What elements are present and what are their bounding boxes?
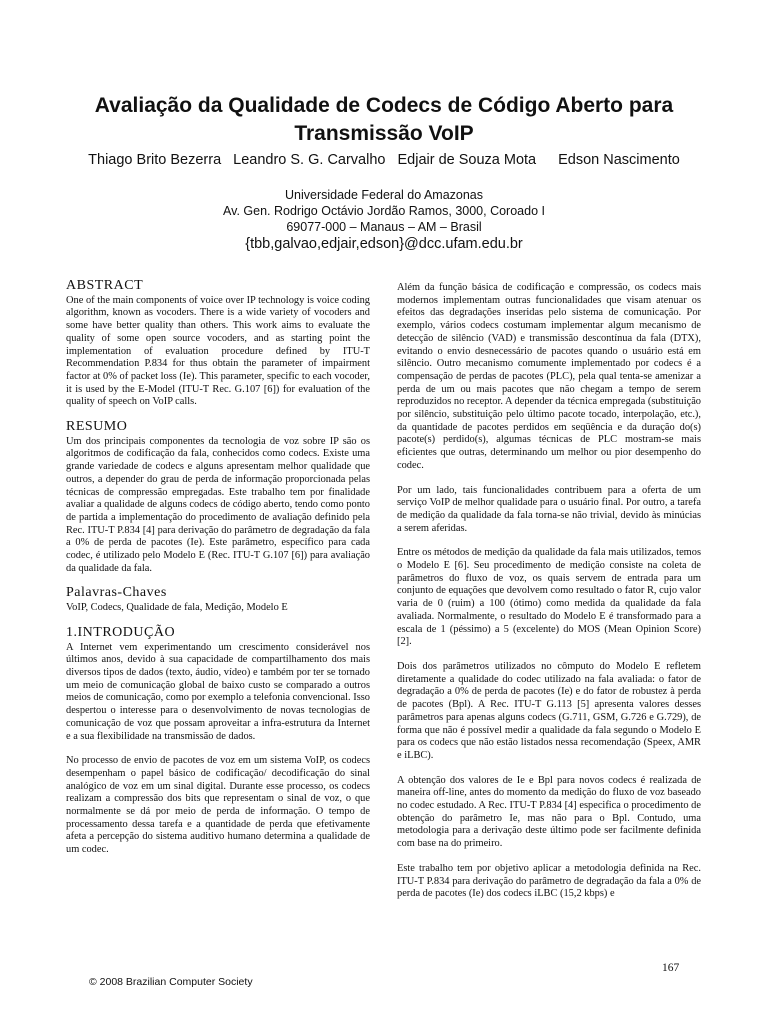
- affiliation-city: 69077-000 – Manaus – AM – Brasil: [286, 220, 482, 234]
- body-paragraph: Além da função básica de codificação e compressão, os codecs mais modernos implementam outras funcionalidades que visam atenuar os efeitos das degradações inseridas pelo sistema de comunicação. Por exemplo, vários codecs costumam implementar algum mecanismo de detecção de silêncio (VAD) e transmissão descontínua da fala (DTX), evitando o envio desnecessário de pacotes quando o usuário está em silêncio. Outro mecanismo comumente implementado por codecs é a compensação de perdas de pacotes (PLC), pela qual tenta-se amenizar a perda de um ou mais pacotes que não chegam a tempo de serem reproduzidos no receptor. A depender da técnica empregada (substituição por silêncio, substituição pelo último pacote tocado, interpolação, etc.), da quantidade de pacotes perdidos em seqüência e da duração do(s) pacote(s) perdido(s), algumas técnicas de PLC mostram-se mais eficientes que outras, determinando um melhor ou pior desempenho do codec.: [397, 282, 701, 471]
- left-column: [66, 280, 370, 869]
- affiliation: [40, 187, 728, 235]
- body-paragraph: Dois dos parâmetros utilizados no cômputo do Modelo E refletem diretamente a qualidade do codec utilizado na fala avaliada: o fator de degradação a 0% de perda de pacotes (Ie) e do fator de robustez à perda de pacotes (Bpl). A Rec. ITU-T G.113 [5] apresenta valores desses parâmetros para apenas alguns codecs (G.711, GSM, G.726 e G.729), de forma que não é possível medir a qualidade da fala segundo o Modelo E para os codecs que não estão listados nessa recomendação (Speex, AMR e iLBC).: [397, 660, 701, 761]
- keywords-heading: Palavras-Chaves: [66, 585, 167, 601]
- copyright-notice: © 2008 Brazilian Computer Society: [89, 976, 253, 988]
- keywords-text: VoIP, Codecs, Qualidade de fala, Medição, Modelo E: [66, 602, 288, 614]
- author-name: Leandro S. G. Carvalho: [233, 152, 386, 168]
- body-paragraph: Este trabalho tem por objetivo aplicar a metodologia definida na Rec. ITU-T P.834 para derivação do parâmetro de degradação da fala a 0% de perda de pacotes (Ie) dos codecs iLBC (15,2 kbps) e: [397, 862, 701, 900]
- introduction-heading: 1.INTRODUÇÃO: [66, 624, 176, 640]
- body-paragraph: Por um lado, tais funcionalidades contribuem para a oferta de um serviço VoIP de melhor qualidade para o usuário final. Por outro, a tarefa de medição da qualidade da fala torna-se não trivial, devido às minúcias a serem aferidas.: [397, 484, 701, 534]
- body-paragraph: A obtenção dos valores de Ie e Bpl para novos codecs é realizada de maneira off-line, antes do momento da medição do fluxo de voz baseado no codec estudado. A Rec. ITU-T P.834 [4] especifica o procedimento de obtenção do parâmetro Ie, mas não para o Bpl. Contudo, uma metodologia para a derivação deste último pode ser facilmente definida com base na do primeiro.: [397, 774, 701, 850]
- right-column: [397, 282, 701, 913]
- paper-title: Avaliação da Qualidade de Codecs de Código Aberto para Transmissão VoIP: [94, 94, 674, 145]
- resumo-heading: RESUMO: [66, 419, 128, 435]
- author-list: [40, 152, 728, 168]
- introduction-paragraph: A Internet vem experimentando um crescimento considerável nos últimos anos, devido à sua capacidade de compartilhamento dos mais diversos tipos de dados (texto, áudio, vídeo) e também por ter se tornado um meio de comunicação global de baixo custo se comparado a outros meios de comunicação, como por exemplo a telefonia convencional. Isso despertou o interesse para o desenvolvimento de novas tecnologias de comunicação de voz que possam aproveitar a infra-estrutura da Internet e a sua flexibilidade na transmissão de dados.: [66, 641, 370, 742]
- page-number: 167: [662, 962, 680, 974]
- abstract-text: One of the main components of voice over IP technology is voice coding algorithm, known as vocoders. There is a wide variety of vocoders and some have better quality than others. This work aims to evaluate the quality of some open source vocoders, and as starting point the implementation of evaluation procedure defined by ITU-T Recommendation P.834 for thus obtain the parameter of impairment factor at 0% of packet loss (Ie). This parameter, specific to each vocoder, it is used by the E-Model (ITU-T Rec. G.107 [6]) for evaluation of the quality of speech on VoIP calls.: [66, 294, 370, 408]
- introduction-paragraph: No processo de envio de pacotes de voz em um sistema VoIP, os codecs desempenham o papel básico de codificação/ decodificação do sinal analógico de voz em um sinal digital. Durante esse processo, os codecs realizam a compressão dos bits que representam o sinal de voz, o que normalmente se dá por meio de perda de informação. O tempo de processamento dessa tarefa e a quantidade de perda que efetivamente afeta a percepção do sistema auditivo humano determina a qualidade de um codec.: [66, 755, 370, 856]
- author-name: Edson Nascimento: [558, 152, 680, 168]
- abstract-heading: ABSTRACT: [66, 278, 144, 293]
- affiliation-address: Av. Gen. Rodrigo Octávio Jordão Ramos, 3000, Coroado I: [223, 204, 545, 218]
- body-paragraph: Entre os métodos de medição da qualidade da fala mais utilizados, temos o Modelo E [6]. Seu procedimento de medição consiste na coleta de parâmetros do fluxo de voz, os quais servem de entrada para um conjunto de equações que devolvem como resultado o fator R, cujo valor varia de 0 (ruim) a 100 (ótimo) como medida da qualidade da fala avaliada. Normalmente, o resultado do Modelo E é transformado para a escala de 1 (péssimo) a 5 (excelente) do MOS (Mean Opinion Score) [2].: [397, 547, 701, 648]
- affiliation-institution: Universidade Federal do Amazonas: [284, 188, 484, 202]
- author-name: Edjair de Souza Mota: [397, 152, 537, 168]
- author-name: Thiago Brito Bezerra: [88, 152, 222, 168]
- resumo-text: Um dos principais componentes da tecnologia de voz sobre IP são os algoritmos de codificação da fala, conhecidos como codecs. Existe uma grande variedade de codecs e alguns apresentam melhor qualidade que outros, a depender do grau de perda de informação proporcionada pelas técnicas de compressão empregadas. Este trabalho tem por finalidade avaliar a qualidade de alguns codecs de código aberto, tendo como ponto de partida a implementação do procedimento de avaliação definido pela Rec. ITU-T P.834 [4] para derivação do parâmetro de degradação da fala a 0% de perda de pacotes (Ie). Este parâmetro, específico para cada codec, é utilizado pelo Modelo E (Rec. ITU-T G.107 [6]) para avaliação da qualidade da fala.: [66, 435, 370, 574]
- author-emails: {tbb,galvao,edjair,edson}@dcc.ufam.edu.br: [245, 236, 523, 252]
